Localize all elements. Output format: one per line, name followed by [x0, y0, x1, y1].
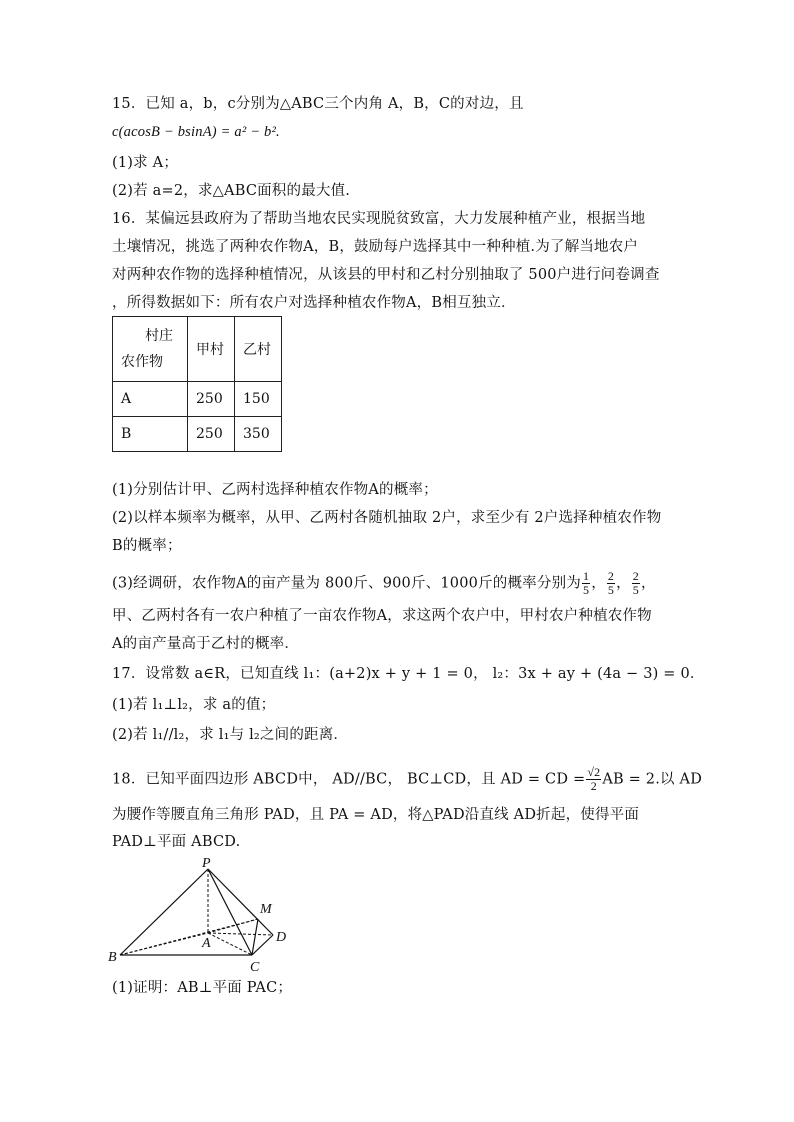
fraction-1: $\frac{1}{5}$ [582, 569, 590, 597]
q18-line2: 为腰作等腰直角三角形 PAD，且 PA = AD，将△PAD沿直线 AD折起，使得平面 [112, 807, 640, 823]
q16-part3b: 甲、乙两村各有一农户种植了一亩农作物A，求这两个农户中，甲村农户种植农作物 [112, 608, 652, 624]
q17-part1: (1)若 l₁⊥l₂，求 a的值； [112, 697, 276, 713]
q17-part2: (2)若 l₁//l₂，求 l₁与 l₂之间的距离． [112, 727, 349, 743]
table-header-row [113, 317, 282, 382]
q16-part3c: A的亩产量高于乙村的概率． [112, 636, 300, 652]
q15-formula: c(acosB − bsinA) = a² − b². [112, 124, 280, 140]
row-label: A [113, 382, 188, 417]
q16-data-table [112, 316, 282, 452]
fraction-sqrt2-over-2: $\frac{√2}{2}$ [587, 765, 601, 793]
label-M: M [260, 902, 272, 917]
label-P: P [202, 856, 211, 871]
q15-part2: (2)若 a=2，求△ABC面积的最大值. [112, 183, 351, 199]
table-row [113, 417, 282, 452]
table-corner-cell [113, 317, 188, 382]
label-D: D [276, 930, 287, 945]
q18-line1: 18．已知平面四边形 ABCD中， AD//BC， BC⊥CD，且 AD = CD = $\frac{√2}{2}$ AB = 2.以 AD [112, 765, 703, 793]
label-A: A [202, 936, 211, 951]
cell-value: 350 [235, 417, 282, 452]
q18-part1: (1)证明：AB⊥平面 PAC； [112, 980, 293, 996]
fraction-2: $\frac{2}{5}$ [607, 569, 615, 597]
q16-line1: 16．某偏远县政府为了帮助当地农民实现脱贫致富，大力发展种植产业，根据当地 [112, 211, 646, 227]
q16-part3a: (3)经调研，农作物A的亩产量为 800斤、900斤、1000斤的概率分别为 $\frac{1}{5}$ ， $\frac{2}{5}$ ， $\frac{2}{5}$ ， [112, 569, 656, 597]
q17-stem: 17．设常数 a∈R，已知直线 l₁：(a+2)x + y + 1 = 0， l₂：3x + ay + (4a − 3) = 0． [112, 666, 705, 682]
cell-value: 250 [188, 382, 235, 417]
q16-part2b: B的概率； [112, 538, 182, 554]
label-C: C [250, 960, 260, 975]
q16-part1: (1)分别估计甲、乙两村选择种植农作物A的概率； [112, 482, 438, 498]
table-row [113, 382, 282, 417]
q16-part3a-prefix: (3)经调研，农作物A的亩产量为 800斤、900斤、1000斤的概率分别为 [112, 575, 581, 592]
q16-line3: 对两种农作物的选择种植情况，从该县的甲村和乙村分别抽取了 500户进行问卷调查 [112, 267, 660, 283]
fraction-3: $\frac{2}{5}$ [632, 569, 639, 597]
corner-bottom-label: 农作物 [121, 354, 163, 370]
corner-top-label: 村庄 [145, 328, 173, 344]
q16-line4: ，所得数据如下：所有农户对选择种植农作物A，B相互独立． [112, 295, 516, 311]
q16-line2: 土壤情况，挑选了两种农作物A，B，鼓励每户选择其中一种种植.为了解当地农户 [112, 239, 639, 255]
cell-value: 150 [235, 382, 282, 417]
q15-part1: (1)求 A； [112, 155, 179, 171]
label-B: B [108, 950, 117, 965]
q15-stem: 15．已知 a，b，c分别为△ABC三个内角 A，B，C的对边，且 [112, 96, 524, 112]
cell-value: 250 [188, 417, 235, 452]
col-header-jia: 甲村 [188, 317, 235, 382]
col-header-yi: 乙村 [235, 317, 282, 382]
q16-part2a: (2)以样本频率为概率，从甲、乙两村各随机抽取 2户，求至少有 2户选择种植农作物 [112, 510, 662, 526]
q18-line3: PAD⊥平面 ABCD. [112, 834, 241, 850]
pyramid-figure [108, 855, 308, 975]
row-label: B [113, 417, 188, 452]
